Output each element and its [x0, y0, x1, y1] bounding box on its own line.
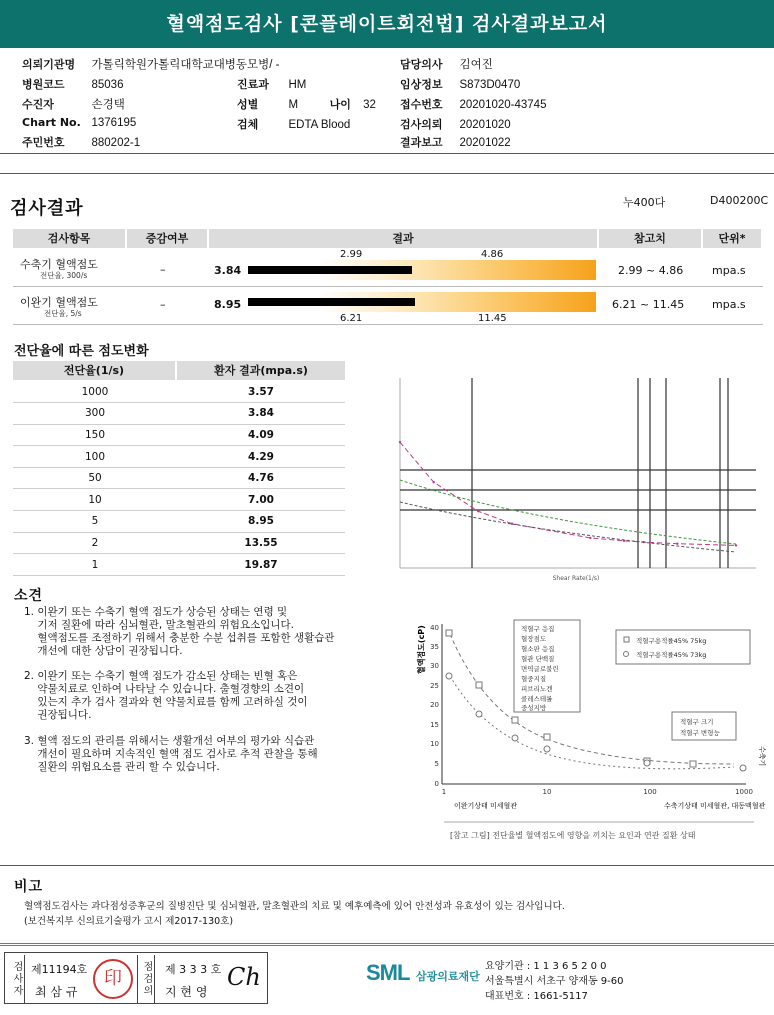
- ref-low-label: 2.99: [340, 249, 363, 260]
- point: [644, 760, 650, 766]
- data-point: [433, 481, 435, 483]
- opinion-heading: 소견: [14, 588, 44, 604]
- tick: 10: [542, 788, 552, 796]
- shear-row: [13, 381, 345, 403]
- factor: 혈장점도: [521, 635, 547, 643]
- point: [512, 717, 518, 723]
- divider: [0, 943, 774, 946]
- dept: HM: [288, 79, 307, 91]
- reference-chart: [414, 614, 768, 854]
- shear-rate: 100: [13, 446, 177, 468]
- point: [740, 765, 746, 771]
- x-right-label: 수축기상태 미세혈관, 대동맥혈관: [664, 802, 766, 810]
- result-value: 3.84: [214, 264, 242, 277]
- tick: 35: [430, 643, 439, 651]
- tick: 1000: [735, 788, 753, 796]
- col-header-item: 검사항목: [13, 229, 125, 248]
- shear-row: [13, 532, 345, 554]
- right-label: 수축기: [758, 746, 766, 767]
- shear-row: [13, 489, 345, 511]
- receiver: 손경택: [91, 99, 125, 111]
- legend-marker: [624, 652, 629, 657]
- point: [476, 711, 482, 717]
- hospital-code: 85036: [91, 79, 124, 91]
- col-header-unit: 단위*: [703, 229, 761, 248]
- doctor: 김여진: [459, 59, 493, 71]
- shear-row: [13, 467, 345, 489]
- point: [690, 761, 696, 767]
- result-col-header: 환자 결과(mpa.s): [177, 361, 345, 380]
- ref-high-label: 4.86: [481, 249, 504, 260]
- shear-rate: 2: [13, 532, 177, 554]
- id-no: 880202-1: [91, 137, 141, 149]
- remarks-heading: 비고: [14, 879, 44, 895]
- test-code: 누400다: [623, 196, 666, 209]
- flag: –: [160, 298, 166, 311]
- data-point: [676, 543, 678, 545]
- shear-row: [13, 554, 345, 576]
- org-line-2: 서울특별시 서초구 양재동 9-60: [485, 976, 624, 987]
- tick: 40: [430, 624, 439, 632]
- confirm-no: 제 3 3 3 호: [165, 963, 222, 976]
- shear-table: [13, 381, 345, 576]
- factor: 혈중지질: [521, 675, 547, 683]
- data-point: [477, 510, 479, 512]
- shear-row: [13, 446, 345, 468]
- result-bar: [248, 298, 415, 306]
- test-subname: 전단율, 5/s: [44, 309, 82, 318]
- tick: 30: [430, 662, 439, 670]
- opinion-item-3: 3. 혈액 점도의 관리를 위해서는 생활개선 여부의 평가와 식습관 개선이 필요하며 지속적인 혈액 점도 검사로 추적 관찰을 통해 질환의 위험요소를 관리 할 수 있습니다.: [24, 735, 318, 773]
- factor: 적혈구 변형능: [680, 729, 720, 737]
- shear-rate: 300: [13, 403, 177, 425]
- viscosity-value: 19.87: [177, 554, 345, 576]
- x-left-label: 이완기상태 미세혈관: [454, 802, 518, 810]
- point: [544, 734, 550, 740]
- factor: 중성지방: [521, 704, 547, 712]
- shear-heading: 전단율에 따른 점도변화: [14, 344, 149, 359]
- shear-rate: 1000: [13, 381, 177, 403]
- seal: 印: [93, 959, 133, 999]
- viscosity-value: 3.57: [177, 381, 345, 403]
- tick: 10: [430, 740, 439, 748]
- col-header-flag: 증감여부: [127, 229, 207, 248]
- confirm-name: 지 현 영: [165, 985, 208, 999]
- point: [476, 682, 482, 688]
- ref-low-label: 6.21: [340, 313, 363, 324]
- viscosity-value: 4.09: [177, 424, 345, 446]
- signature-box: [4, 952, 268, 1004]
- viscosity-value: 13.55: [177, 532, 345, 554]
- confirm-label: 점검의: [137, 955, 155, 1003]
- factor: 혈관 단백질: [521, 655, 555, 663]
- legend-item: 적혈구용적률45% 75kg: [636, 637, 707, 645]
- test-name: 이완기 혈액점도: [20, 296, 98, 309]
- opinion-item-1: 1. 이완기 또는 수축기 혈액 점도가 상승된 상태는 연령 및 기저 질환에 따라 심뇌혈관, 말초혈관의 위험요소입니다. 혈액점도를 조절하기 위해서 충분한 수분 섭취를 포함한 생활습관 개선에 대한 상담이 권장됩니다.: [24, 606, 335, 657]
- test-name: 수축기 혈액점도: [20, 258, 98, 271]
- col-header-result: 결과: [209, 229, 597, 248]
- org-name: 삼광의료재단: [415, 970, 480, 983]
- age: 32: [363, 99, 376, 111]
- viscosity-value: 4.29: [177, 446, 345, 468]
- tick: 0: [434, 780, 439, 788]
- result-bar: [248, 266, 412, 274]
- factor: 혈소판 응집: [521, 645, 555, 653]
- shear-rate: 50: [13, 467, 177, 489]
- shear-row: [13, 403, 345, 425]
- divider: [0, 173, 774, 174]
- request-date: 20201020: [459, 119, 511, 131]
- point: [512, 735, 518, 741]
- signature: Ch: [227, 963, 261, 991]
- report-date: 20201022: [459, 137, 511, 149]
- inspector-name: 최 삼 규: [35, 985, 78, 999]
- shear-row: [13, 511, 345, 533]
- divider: [13, 324, 763, 325]
- result-value: 8.95: [214, 298, 242, 311]
- inspector-label: 검사자: [7, 955, 25, 1003]
- ref-range: 6.21 ~ 11.45: [612, 298, 685, 311]
- shear-rate: 150: [13, 424, 177, 446]
- factor: 콜레스테롤: [521, 695, 553, 703]
- tick: 100: [643, 788, 657, 796]
- tick: 25: [430, 682, 439, 690]
- viscosity-value: 8.95: [177, 511, 345, 533]
- factor: 적혈구 크기: [680, 718, 714, 726]
- divider: [13, 286, 763, 287]
- institution: 가톨릭학원가톨릭대학교대병동모병/ -: [91, 59, 280, 71]
- chart-no: 1376195: [91, 117, 137, 129]
- point: [446, 630, 452, 636]
- shear-row: [13, 424, 345, 446]
- tick: 1: [441, 788, 447, 796]
- shear-rate: 5: [13, 511, 177, 533]
- ref-high-label: 11.45: [478, 313, 507, 324]
- shear-rate: 10: [13, 489, 177, 511]
- shear-rate: 1: [13, 554, 177, 576]
- viscosity-value: 4.76: [177, 467, 345, 489]
- org-logo: [366, 960, 480, 986]
- unit: mpa.s: [712, 264, 746, 277]
- specimen: EDTA Blood: [288, 119, 351, 131]
- viscosity-chart: [376, 372, 766, 582]
- tick: 15: [430, 721, 439, 729]
- data-point: [399, 441, 401, 443]
- viscosity-value: 3.84: [177, 403, 345, 425]
- tick: 20: [430, 701, 439, 709]
- inspector-no: 제11194호: [31, 963, 88, 976]
- test-code-2: D400200C: [710, 194, 769, 207]
- org-line-3: 대표번호 : 1661-5117: [485, 991, 588, 1002]
- point: [446, 673, 452, 679]
- ref-caption: [참고 그림] 전단율별 혈액점도에 영향을 끼치는 요인과 연관 질환 상태: [450, 831, 696, 840]
- results-heading: 검사결과: [10, 198, 84, 219]
- col-header-ref: 참고치: [599, 229, 701, 248]
- factor: 면역글로불린: [521, 665, 559, 673]
- point: [544, 746, 550, 752]
- factor: 피브리노겐: [521, 685, 553, 693]
- ref-range: 2.99 ~ 4.86: [618, 264, 684, 277]
- remarks-text: 혈액점도검사는 과다점성증후군의 질병진단 및 심뇌혈관, 말초혈관의 치료 및 예후예측에 있어 안전성과 유효성이 있는 검사입니다.: [24, 901, 565, 912]
- opinion-item-2: 2. 이완기 또는 수축기 혈액 점도가 감소된 상태는 빈혈 혹은 약물치료로 인하여 나타날 수 있습니다. 출혈경향의 소견이 있는지 추가 검사 결과와 현 약물치료를 함께 고려하실 것이 권장됩니다.: [24, 670, 308, 721]
- legend-item: 적혈구용적률45% 73kg: [636, 651, 707, 659]
- shear-col-header: 전단율(1/s): [13, 361, 175, 380]
- divider: [0, 153, 774, 154]
- flag: –: [160, 263, 166, 276]
- remarks-note: (보건복지부 신의료기술평가 고시 제2017-130호): [24, 916, 234, 927]
- data-point: [589, 537, 591, 539]
- ref-y-label: 혈액점도(cP): [417, 625, 426, 674]
- clinical-info: S873D0470: [459, 79, 521, 91]
- tick: 5: [434, 760, 439, 768]
- divider: [0, 865, 774, 866]
- x-axis-label: Shear Rate(1/s): [552, 575, 600, 582]
- unit: mpa.s: [712, 298, 746, 311]
- legend-marker: [624, 637, 629, 642]
- factor: 적혈구 응집: [521, 625, 555, 633]
- data-point: [735, 544, 737, 546]
- patient-curve: [400, 442, 736, 545]
- reception-no: 20201020-43745: [459, 99, 547, 111]
- report-title: 혈액점도검사 [콘플레이트회전법] 검사결과보고서: [0, 0, 774, 48]
- logo-mark: SML: [366, 960, 410, 985]
- viscosity-value: 7.00: [177, 489, 345, 511]
- test-subname: 전단율, 300/s: [40, 271, 88, 280]
- org-line-1: 요양기관 : 1 1 3 6 5 2 0 0: [485, 961, 607, 972]
- sex: M: [288, 99, 299, 111]
